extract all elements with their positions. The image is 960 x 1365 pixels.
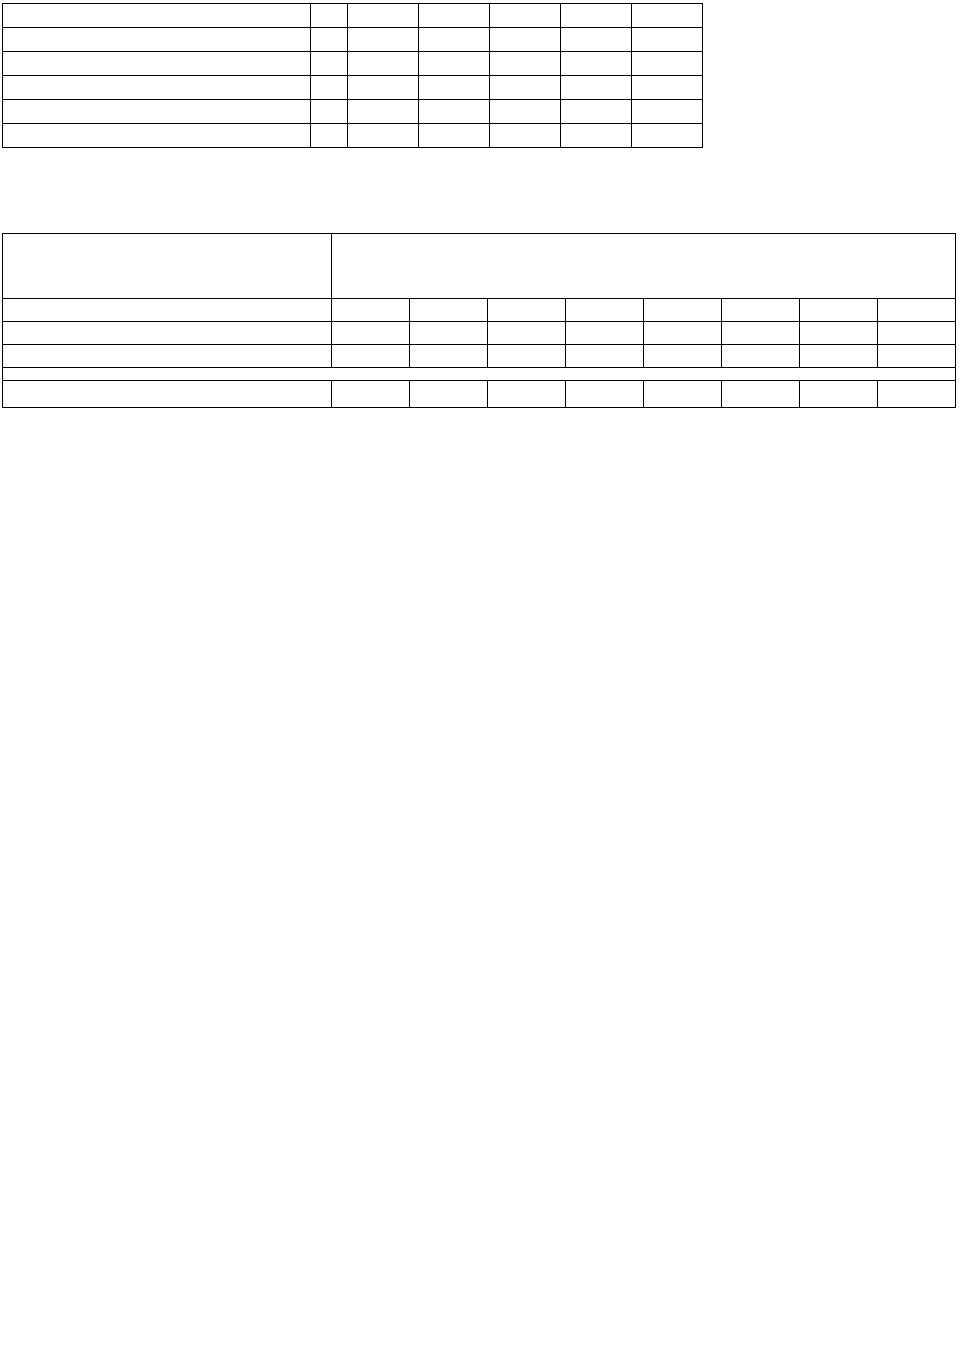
grade-threshold-cell [488, 322, 566, 345]
matriculation-row [3, 124, 703, 148]
subject-limit-mark [311, 124, 348, 148]
matriculation-row [3, 100, 703, 124]
spacer-cell [3, 368, 956, 381]
vocational-average-table [2, 233, 956, 408]
grade-points-cell [419, 100, 490, 124]
grade-points-cell [490, 52, 561, 76]
grade-points-cell [561, 124, 632, 148]
grade-points-cell [348, 52, 419, 76]
grade-threshold-cell [410, 345, 488, 368]
grade-threshold-cell [488, 345, 566, 368]
grade-threshold-cell [410, 299, 488, 322]
grade-threshold-cell [878, 322, 956, 345]
grade-scale-row [3, 299, 956, 322]
points-value-cell [644, 381, 722, 408]
grade-threshold-cell [332, 299, 410, 322]
grade-points-cell [632, 28, 703, 52]
grade-threshold-cell [722, 299, 800, 322]
grade-scale-row [3, 322, 956, 345]
grade-scale-label [3, 322, 332, 345]
grade-points-cell [632, 100, 703, 124]
grade-points-cell [419, 28, 490, 52]
grade-threshold-cell [410, 322, 488, 345]
vocational-header-row [3, 234, 956, 299]
grade-scale-label [3, 299, 332, 322]
matriculation-row [3, 4, 703, 28]
grade-threshold-cell [332, 322, 410, 345]
grade-threshold-cell [878, 345, 956, 368]
subject-limit-mark [311, 76, 348, 100]
grade-threshold-cell [488, 299, 566, 322]
points-value-cell [410, 381, 488, 408]
vocational-header-cell [3, 234, 332, 299]
points-value-cell [566, 381, 644, 408]
vocational-average-body [3, 234, 956, 408]
subject-limit-mark [311, 52, 348, 76]
subject-limit-mark [311, 100, 348, 124]
grade-points-cell [561, 28, 632, 52]
grade-points-cell [490, 4, 561, 28]
grade-threshold-cell [800, 322, 878, 345]
grade-threshold-cell [332, 345, 410, 368]
grade-scale-row [3, 345, 956, 368]
grade-threshold-cell [566, 299, 644, 322]
grade-threshold-cell [878, 299, 956, 322]
subject-name [3, 52, 311, 76]
grade-scale-label [3, 345, 332, 368]
grade-points-cell [419, 124, 490, 148]
matriculation-points-body [3, 4, 703, 148]
grade-threshold-cell [722, 345, 800, 368]
grade-threshold-cell [644, 322, 722, 345]
grade-points-cell [348, 100, 419, 124]
grade-threshold-cell [722, 322, 800, 345]
grade-points-cell [419, 76, 490, 100]
subject-name [3, 76, 311, 100]
matriculation-row [3, 28, 703, 52]
grade-points-cell [561, 52, 632, 76]
grade-points-cell [419, 52, 490, 76]
grade-points-cell [348, 124, 419, 148]
matriculation-row [3, 52, 703, 76]
vocational-header-empty-cell [332, 234, 956, 299]
points-value-cell [332, 381, 410, 408]
grade-threshold-cell [644, 299, 722, 322]
grade-points-cell [490, 124, 561, 148]
subject-name [3, 100, 311, 124]
grade-points-cell [348, 28, 419, 52]
grade-points-cell [348, 4, 419, 28]
grade-points-cell [490, 76, 561, 100]
grade-points-cell [561, 100, 632, 124]
grade-points-cell [632, 52, 703, 76]
grade-points-cell [561, 76, 632, 100]
spacer-row [3, 368, 956, 381]
points-row [3, 381, 956, 408]
grade-points-cell [632, 4, 703, 28]
grade-points-cell [490, 28, 561, 52]
grade-points-cell [490, 100, 561, 124]
grade-points-cell [561, 4, 632, 28]
subject-limit-mark [311, 28, 348, 52]
grade-threshold-cell [566, 345, 644, 368]
subject-name [3, 28, 311, 52]
grade-points-cell [419, 4, 490, 28]
grade-threshold-cell [644, 345, 722, 368]
matriculation-row [3, 76, 703, 100]
matriculation-points-table [2, 3, 703, 148]
grade-threshold-cell [800, 345, 878, 368]
grade-points-cell [632, 76, 703, 100]
points-value-cell [878, 381, 956, 408]
grade-points-cell [632, 124, 703, 148]
subject-name [3, 124, 311, 148]
subject-limit-mark [311, 4, 348, 28]
points-value-cell [488, 381, 566, 408]
grade-points-cell [348, 76, 419, 100]
points-value-cell [800, 381, 878, 408]
points-label [3, 381, 332, 408]
points-value-cell [722, 381, 800, 408]
grade-threshold-cell [566, 322, 644, 345]
grade-threshold-cell [800, 299, 878, 322]
subject-name [3, 4, 311, 28]
